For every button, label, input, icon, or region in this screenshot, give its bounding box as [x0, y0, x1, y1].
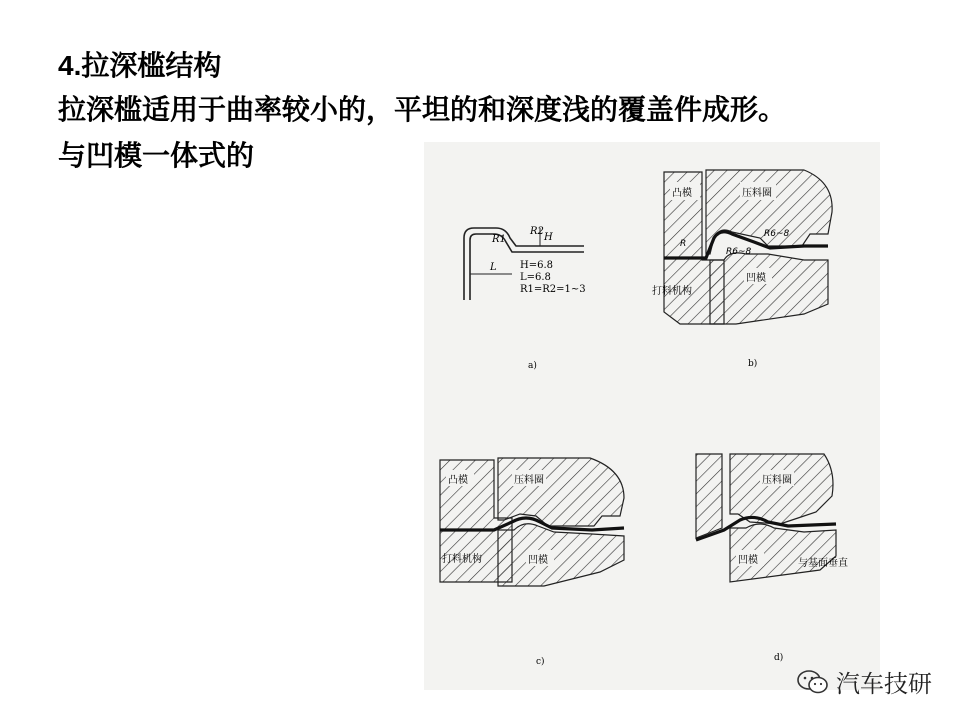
panel-d [696, 454, 848, 663]
panel-a [464, 226, 586, 371]
d-binder: 压料圈 [762, 475, 792, 486]
heading-number: 4. [58, 50, 82, 81]
b-radius: R [680, 239, 687, 249]
c-punch: 凸模 [448, 475, 468, 486]
d-caption: d) [774, 653, 784, 663]
a-label-h: H [544, 232, 553, 243]
slide-heading [58, 48, 221, 84]
watermark-text: 汽车技研 [836, 670, 932, 698]
b-radius-1: R6~8 [764, 229, 790, 239]
panel-c [440, 458, 624, 667]
d-note: 与基面垂直 [798, 558, 848, 569]
wechat-icon [796, 669, 830, 695]
a-label-r1: R1 [492, 234, 506, 245]
a-value-l: L=6.8 [520, 272, 551, 283]
heading-text: 拉深槛结构 [81, 49, 222, 82]
a-label-l: L [490, 262, 497, 273]
a-label-r2: R2 [530, 226, 544, 237]
b-punch: 凸模 [672, 188, 692, 199]
b-radius-2: R6~8 [726, 247, 752, 257]
c-caption: c) [536, 657, 545, 667]
watermark [796, 664, 932, 699]
b-binder: 压料圈 [742, 188, 772, 199]
c-binder: 压料圈 [514, 475, 544, 486]
b-die: 凹模 [746, 273, 766, 284]
panel-b [652, 170, 832, 369]
a-caption: a) [528, 361, 537, 371]
a-value-h: H=6.8 [520, 260, 554, 271]
d-die: 凹模 [738, 555, 758, 566]
drawbead-figure [424, 142, 880, 690]
a-value-r: R1=R2=1~3 [520, 284, 586, 295]
c-mech: 打料机构 [442, 554, 482, 565]
b-caption: b) [748, 359, 758, 369]
c-die: 凹模 [528, 555, 548, 566]
b-mech: 打料机构 [652, 286, 692, 297]
body-line-1: 拉深槛适用于曲率较小的，平坦的和深度浅的覆盖件成形。 [58, 93, 787, 126]
body-line-2: 与凹模一体式的 [58, 139, 255, 172]
